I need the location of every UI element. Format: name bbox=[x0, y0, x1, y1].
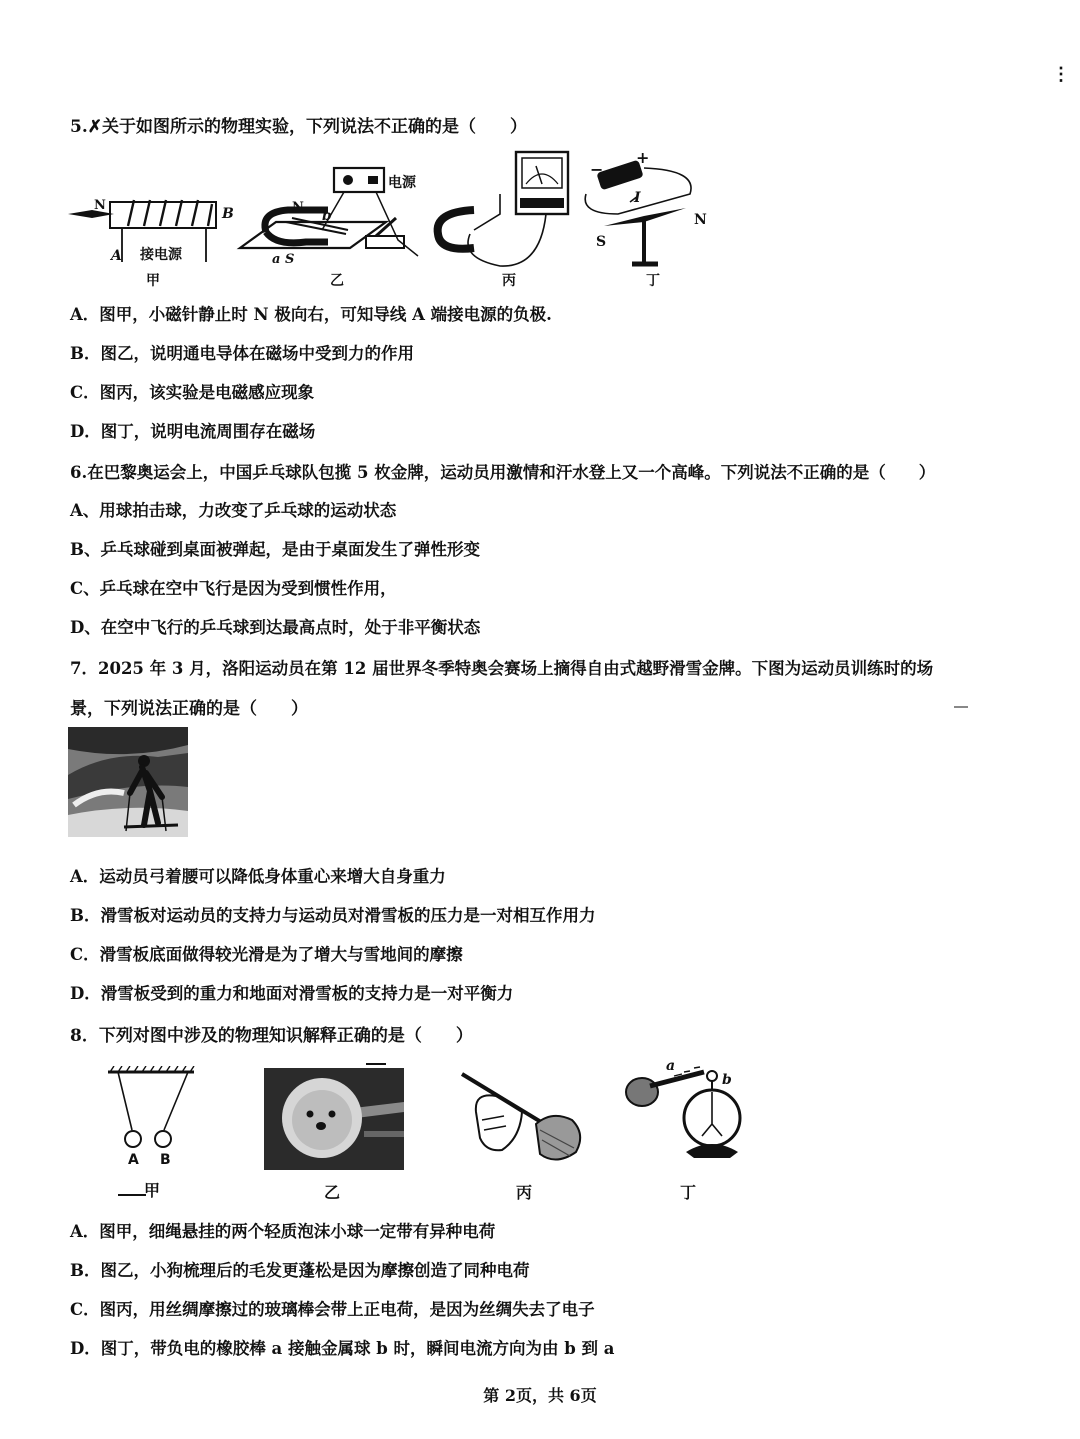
rubber-rod-icon bbox=[650, 1072, 704, 1086]
q8-ding-caption: 丁 bbox=[680, 1183, 697, 1202]
metal-ball-icon bbox=[707, 1071, 717, 1081]
q5-ding-caption: 丁 bbox=[646, 273, 660, 289]
q8-figure-yi-dog-photo bbox=[264, 1068, 404, 1170]
q7-option-d: D．滑雪板受到的重力和地面对滑雪板的支持力是一对平衡力 bbox=[70, 984, 514, 1003]
corner-mark: ⋮ bbox=[1052, 64, 1070, 85]
scan-mark bbox=[954, 706, 968, 708]
q5-option-c: C．图丙，该实验是电磁感应现象 bbox=[70, 383, 315, 402]
q8-option-a: A．图甲，细绳悬挂的两个轻质泡沫小球一定带有异种电荷 bbox=[70, 1222, 496, 1241]
q5-jia-A-label: A bbox=[111, 248, 122, 264]
q6-option-b: B、乒乓球碰到桌面被弹起，是由于桌面发生了弹性形变 bbox=[70, 540, 480, 559]
q8-option-d: D．图丁，带负电的橡胶棒 a 接触金属球 b 时，瞬间电流方向为由 b 到 a bbox=[70, 1339, 615, 1358]
q5-ding-minus-label: − bbox=[590, 160, 604, 179]
q5-option-d: D．图丁，说明电流周围存在磁场 bbox=[70, 422, 316, 441]
q8-jia-A-label: A bbox=[128, 1152, 139, 1168]
coil-icon bbox=[128, 200, 212, 226]
q7-option-c: C．滑雪板底面做得较光滑是为了增大与雪地间的摩擦 bbox=[70, 945, 463, 964]
page-footer: 第 2页，共 6页 bbox=[483, 1386, 597, 1405]
q6-option-c: C、乒乓球在空中飞行是因为受到惯性作用， bbox=[70, 579, 397, 598]
hand-icon bbox=[626, 1078, 658, 1106]
q6-option-d: D、在空中飞行的乒乓球到达最高点时，处于非平衡状态 bbox=[70, 618, 481, 637]
q8-ding-a-label: a bbox=[666, 1058, 676, 1074]
q5-ding-N-label: N bbox=[694, 212, 707, 228]
q5-option-a: A．图甲，小磁针静止时 N 极向右，可知导线 A 端接电源的负极. bbox=[70, 305, 552, 324]
q5-yi-N-label: N bbox=[292, 200, 304, 215]
compass-needle-icon bbox=[68, 210, 114, 218]
q5-yi-aS-label: a S bbox=[272, 252, 295, 267]
silk-cloth-icon bbox=[536, 1116, 580, 1160]
q6-stem: 6.在巴黎奥运会上，中国乒乓球队包揽 5 枚金牌，运动员用激情和汗水登上又一个高峰。下列说法不正确的是（ ） bbox=[70, 463, 936, 482]
q8-option-b: B．图乙，小狗梳理后的毛发更蓬松是因为摩擦创造了同种电荷 bbox=[70, 1261, 530, 1280]
q5-jia-B-label: B bbox=[222, 206, 234, 222]
q5-jia-power-label: 接电源 bbox=[140, 247, 182, 263]
q5-stem: 5.✗关于如图所示的物理实验，下列说法不正确的是（ ） bbox=[70, 117, 527, 137]
q5-yi-caption: 乙 bbox=[330, 273, 344, 289]
q7-stem-line2: 景，下列说法正确的是（ ） bbox=[70, 699, 308, 719]
q7-stem-line1: 7．2025 年 3 月，洛阳运动员在第 12 届世界冬季特奥会赛场上摘得自由式越野滑雪金牌。下图为运动员训练时的场 bbox=[70, 659, 934, 678]
q8-figure-bing bbox=[456, 1068, 588, 1172]
q5-figure-bing bbox=[430, 148, 580, 276]
q8-jia-B-label: B bbox=[160, 1152, 171, 1168]
foam-ball-a-icon bbox=[125, 1131, 141, 1147]
q7-option-b: B．滑雪板对运动员的支持力与运动员对滑雪板的压力是一对相互作用力 bbox=[70, 906, 596, 925]
q8-option-c: C．图丙，用丝绸摩擦过的玻璃棒会带上正电荷，是因为丝绸失去了电子 bbox=[70, 1300, 595, 1319]
q8-bing-caption: 丙 bbox=[516, 1183, 533, 1202]
q8-stem: 8．下列对图中涉及的物理知识解释正确的是（ ） bbox=[70, 1026, 473, 1046]
q7-skier-photo bbox=[68, 727, 188, 837]
q8-figure-jia bbox=[104, 1066, 200, 1156]
q5-ding-I-label: I bbox=[634, 190, 641, 206]
foam-ball-b-icon bbox=[155, 1131, 171, 1147]
q8-yi-caption: 乙 bbox=[324, 1183, 341, 1202]
q8-jia-caption: 甲 bbox=[144, 1181, 161, 1200]
q5-yi-b-label: b bbox=[322, 208, 332, 224]
q5-ding-S-label: S bbox=[596, 234, 607, 250]
q5-option-b: B．图乙，说明通电导体在磁场中受到力的作用 bbox=[70, 344, 414, 363]
q5-jia-caption: 甲 bbox=[146, 273, 160, 289]
hand-icon bbox=[476, 1095, 522, 1150]
q5-bing-caption: 丙 bbox=[502, 273, 516, 289]
q6-option-a: A、用球拍击球，力改变了乒乓球的运动状态 bbox=[70, 501, 397, 520]
q5-yi-power-label: 电源 bbox=[388, 175, 416, 191]
switch-icon bbox=[366, 236, 404, 248]
q5-jia-N-label: N bbox=[94, 198, 106, 213]
q8-ding-b-label: b bbox=[722, 1072, 732, 1088]
q5-ding-plus-label: + bbox=[636, 148, 650, 167]
q7-option-a: A．运动员弓着腰可以降低身体重心来增大自身重力 bbox=[70, 867, 446, 886]
